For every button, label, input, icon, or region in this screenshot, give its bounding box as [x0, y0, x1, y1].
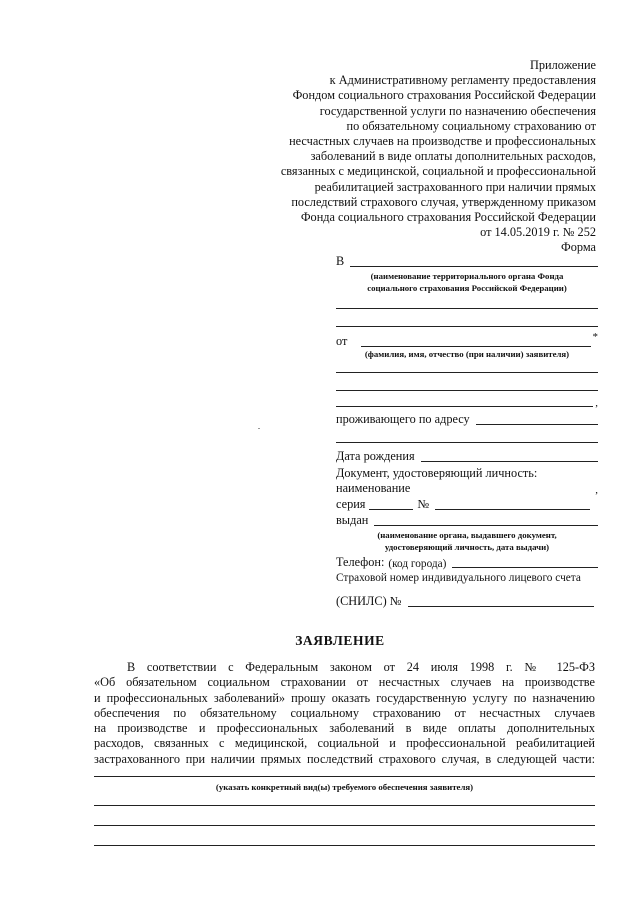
series-label: серия [336, 497, 366, 511]
appendix-line: к Административному регламенту предоставления [329, 73, 596, 88]
from-field-line-3[interactable] [336, 390, 598, 391]
kind-field-line-2[interactable] [94, 805, 595, 806]
to-label: В [336, 254, 345, 268]
issued-hint-line-1: (наименование органа, выдавшего документ, [377, 530, 557, 540]
address-field[interactable] [476, 424, 598, 425]
form-label: Форма [561, 240, 596, 255]
to-field[interactable] [350, 266, 598, 267]
birth-row [336, 449, 598, 464]
appendix-line: Фондом социального страхования Российской Федерации [292, 88, 596, 103]
doc-number-field[interactable] [435, 509, 590, 510]
birth-label: Дата рождения [336, 449, 415, 463]
statement-line: расходов, связанных с медицинской, социальной и профессиональной реабилитацией [94, 736, 595, 751]
from-label: от [336, 334, 348, 348]
kind-field-line-3[interactable] [94, 825, 595, 826]
phone-code: (код города) [388, 558, 447, 570]
from-row-4 [336, 397, 598, 409]
from-field-line-2[interactable] [336, 372, 598, 373]
from-field-line-4[interactable] [336, 406, 593, 407]
statement-body [94, 660, 595, 767]
doc-name-row [336, 481, 598, 496]
from-mark: * [592, 331, 598, 343]
address-field-line-2[interactable] [336, 442, 598, 443]
issued-label: выдан [336, 513, 369, 527]
phone-field[interactable] [452, 567, 598, 568]
kind-hint: (указать конкретный вид(ы) требуемого обеспечения заявителя) [215, 782, 474, 792]
scan-speck [258, 428, 260, 429]
comma-mark: , [595, 484, 598, 496]
to-hint [336, 271, 598, 294]
address-label: проживающего по адресу [336, 412, 470, 426]
document-row [336, 466, 598, 481]
statement-line: «Об обязательном социальном страховании от несчастных случаев на производстве [94, 675, 595, 690]
snils-field[interactable] [408, 606, 594, 607]
statement-title: ЗАЯВЛЕНИЕ [295, 633, 385, 648]
appendix-line: государственной услуги по назначению обеспечения [319, 103, 596, 118]
birth-date-field[interactable] [421, 461, 598, 462]
order-date-number: от 14.05.2019 г. № 252 [480, 225, 596, 240]
issued-hint-line-2: удостоверяющий личность, дата выдачи) [384, 541, 550, 552]
to-field-line-3[interactable] [336, 326, 598, 327]
appendix-header [240, 58, 596, 256]
appendix-line: по обязательному социальному страхованию от [346, 118, 596, 133]
appendix-line: несчастных случаев на производстве и профессиональных [289, 134, 596, 149]
address-row [336, 412, 598, 427]
kind-field-line-4[interactable] [94, 845, 595, 846]
issued-hint [336, 530, 598, 553]
kind-field-line-1[interactable] [94, 776, 595, 777]
number-label: № [417, 497, 430, 511]
snils-row [336, 594, 598, 609]
to-field-line-2[interactable] [336, 308, 598, 309]
snils-label: (СНИЛС) № [336, 594, 402, 608]
series-row [336, 497, 598, 512]
appendix-line: реабилитацией застрахованного при наличии прямых [314, 179, 596, 194]
document-label: Документ, удостоверяющий личность: [336, 466, 538, 480]
appendix-line: последствий страхового случая, утвержденному приказом [291, 194, 596, 209]
statement-line: и профессиональных заболеваний» прошу оказать государственную услугу по назначению [94, 690, 595, 705]
from-field[interactable] [361, 346, 590, 347]
to-row [336, 254, 598, 269]
issued-field[interactable] [374, 525, 598, 526]
to-hint-line-2: социального страхования Российской Федерации) [367, 282, 567, 293]
statement-line: В соответствии с Федеральным законом от 24 июля 1998 г. № 125-ФЗ [127, 660, 595, 674]
from-row [336, 331, 598, 349]
series-field[interactable] [369, 509, 413, 510]
phone-label: Телефон: [336, 555, 385, 569]
snils-title: Страховой номер индивидуального лицевого счета [336, 572, 581, 584]
appendix-title: Приложение [530, 58, 596, 72]
statement-line: обеспечения по обязательному социальному страхованию от несчастных случаев [94, 705, 595, 720]
to-hint-line-1: (наименование территориального органа Фонда [370, 271, 564, 281]
appendix-line: Фонда социального страхования Российской Федерации [300, 210, 596, 225]
doc-name-label: наименование [336, 481, 411, 495]
statement-line: на производстве и профессиональных заболеваний в виде оплаты дополнительных [94, 721, 595, 736]
snils-title-row [336, 572, 598, 584]
from-hint: (фамилия, имя, отчество (при наличии) заявителя) [364, 349, 570, 359]
issued-row [336, 513, 598, 528]
phone-row [336, 555, 598, 570]
comma-mark: , [595, 397, 598, 409]
appendix-line: связанных с медицинской, социальной и профессиональной [280, 164, 596, 179]
appendix-line: заболеваний в виде оплаты дополнительных расходов, [310, 149, 596, 164]
statement-line: застрахованного при наличии прямых последствий страхового случая, в следующей части: [94, 751, 595, 766]
